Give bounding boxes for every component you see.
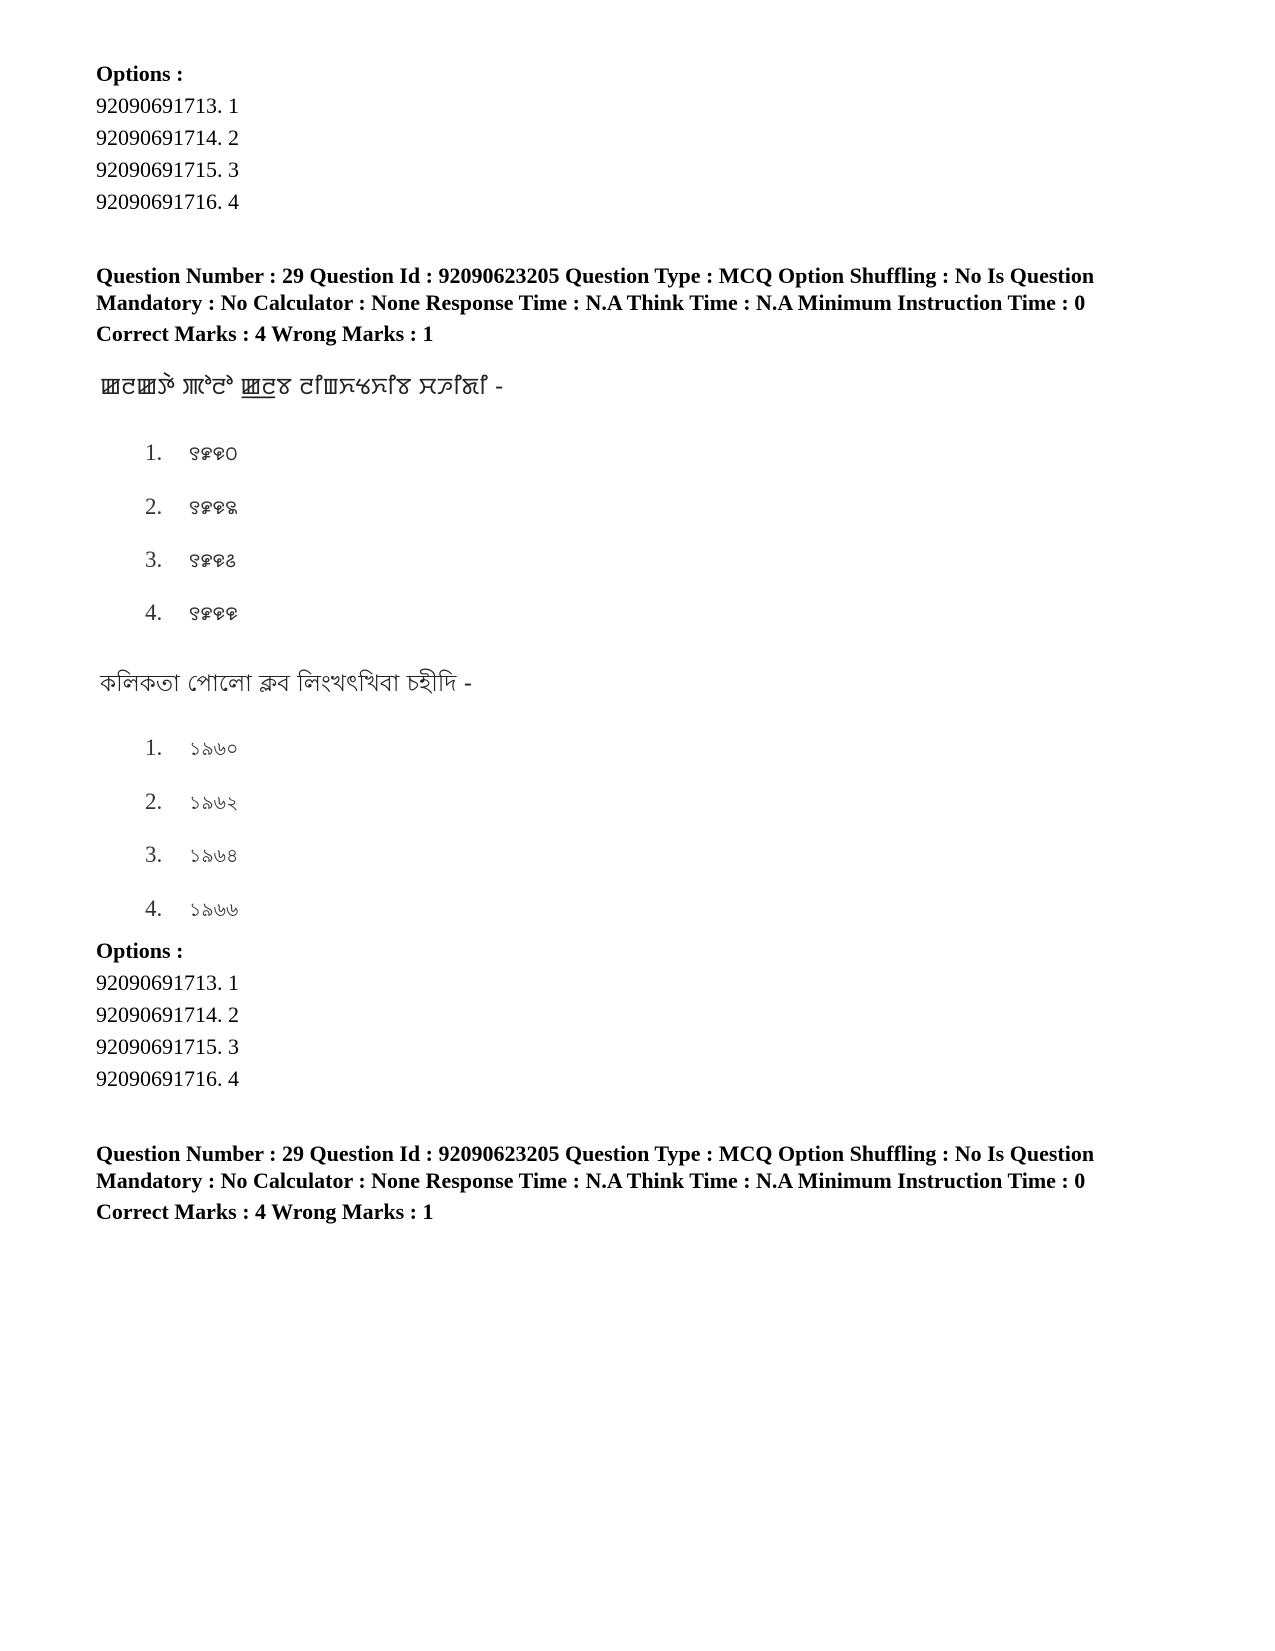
choice-number: 4. xyxy=(145,896,163,921)
question-marks: Correct Marks : 4 Wrong Marks : 1 xyxy=(96,1199,434,1224)
options-block xyxy=(96,935,239,1095)
choice-value: ꯱꯹꯶꯲ xyxy=(189,497,238,519)
option-line: 92090691713. 1 xyxy=(96,93,239,118)
choice-number: 1. xyxy=(145,735,163,760)
option-line: 92090691715. 3 xyxy=(96,1034,239,1059)
question-meta-line2: Mandatory : No Calculator : None Response Time : N.A Think Time : N.A Minimum Instruction Time : 0 xyxy=(96,1168,1086,1193)
choice-value: ꯱꯹꯶꯶ xyxy=(189,603,238,625)
option-line: 92090691714. 2 xyxy=(96,1002,239,1027)
question-stem-meitei: ꯀꯂꯀꯇꯥ ꯄꯣꯂꯣ ꯀ꯭ꯂꯕ ꯂꯤꯡꯈꯠꯈꯤꯕ ꯆꯍꯤꯗꯤ - xyxy=(100,374,504,400)
choice-number: 3. xyxy=(145,842,163,867)
question-meta xyxy=(96,1140,1186,1194)
choice-value: ১৯৬৬ xyxy=(189,899,239,921)
choice-number: 4. xyxy=(145,600,163,625)
question-meta-line1: Question Number : 29 Question Id : 92090623205 Question Type : MCQ Option Shuffling : No Is Question xyxy=(96,1141,1095,1166)
choice-bengali-3 xyxy=(145,842,238,874)
options-heading: Options : xyxy=(96,61,184,86)
choice-meitei-4 xyxy=(145,600,238,627)
question-stem-bengali: কলিকতা পোলো ক্লব লিংখৎখিবা চহীদি - xyxy=(100,671,473,697)
option-line: 92090691713. 1 xyxy=(96,970,239,995)
choice-bengali-2 xyxy=(145,789,238,821)
choice-meitei-1 xyxy=(145,440,238,467)
choice-bengali-1 xyxy=(145,735,238,767)
choice-value: ১৯৬৪ xyxy=(189,845,239,867)
options-block-previous xyxy=(96,58,239,218)
option-line: 92090691716. 4 xyxy=(96,189,239,214)
question-meta xyxy=(96,262,1186,316)
option-line: 92090691716. 4 xyxy=(96,1066,239,1091)
question-meta-line1: Question Number : 29 Question Id : 92090623205 Question Type : MCQ Option Shuffling : No Is Question xyxy=(96,263,1095,288)
option-line: 92090691715. 3 xyxy=(96,157,239,182)
choice-meitei-2 xyxy=(145,494,237,521)
option-line: 92090691714. 2 xyxy=(96,125,239,150)
choice-number: 1. xyxy=(145,440,163,465)
question-marks: Correct Marks : 4 Wrong Marks : 1 xyxy=(96,321,434,346)
choice-value: ১৯৬০ xyxy=(189,738,239,760)
choice-number: 2. xyxy=(145,494,163,519)
choice-value: ১৯৬২ xyxy=(189,792,239,814)
choice-meitei-3 xyxy=(145,547,236,574)
choice-value: ꯱꯹꯶꯴ xyxy=(189,550,237,572)
choice-number: 2. xyxy=(145,789,163,814)
choice-number: 3. xyxy=(145,547,163,572)
choice-value: ꯱꯹꯶꯰ xyxy=(189,443,238,465)
options-heading: Options : xyxy=(96,938,184,963)
choice-bengali-4 xyxy=(145,896,238,928)
question-meta-line2: Mandatory : No Calculator : None Response Time : N.A Think Time : N.A Minimum Instruction Time : 0 xyxy=(96,290,1086,315)
